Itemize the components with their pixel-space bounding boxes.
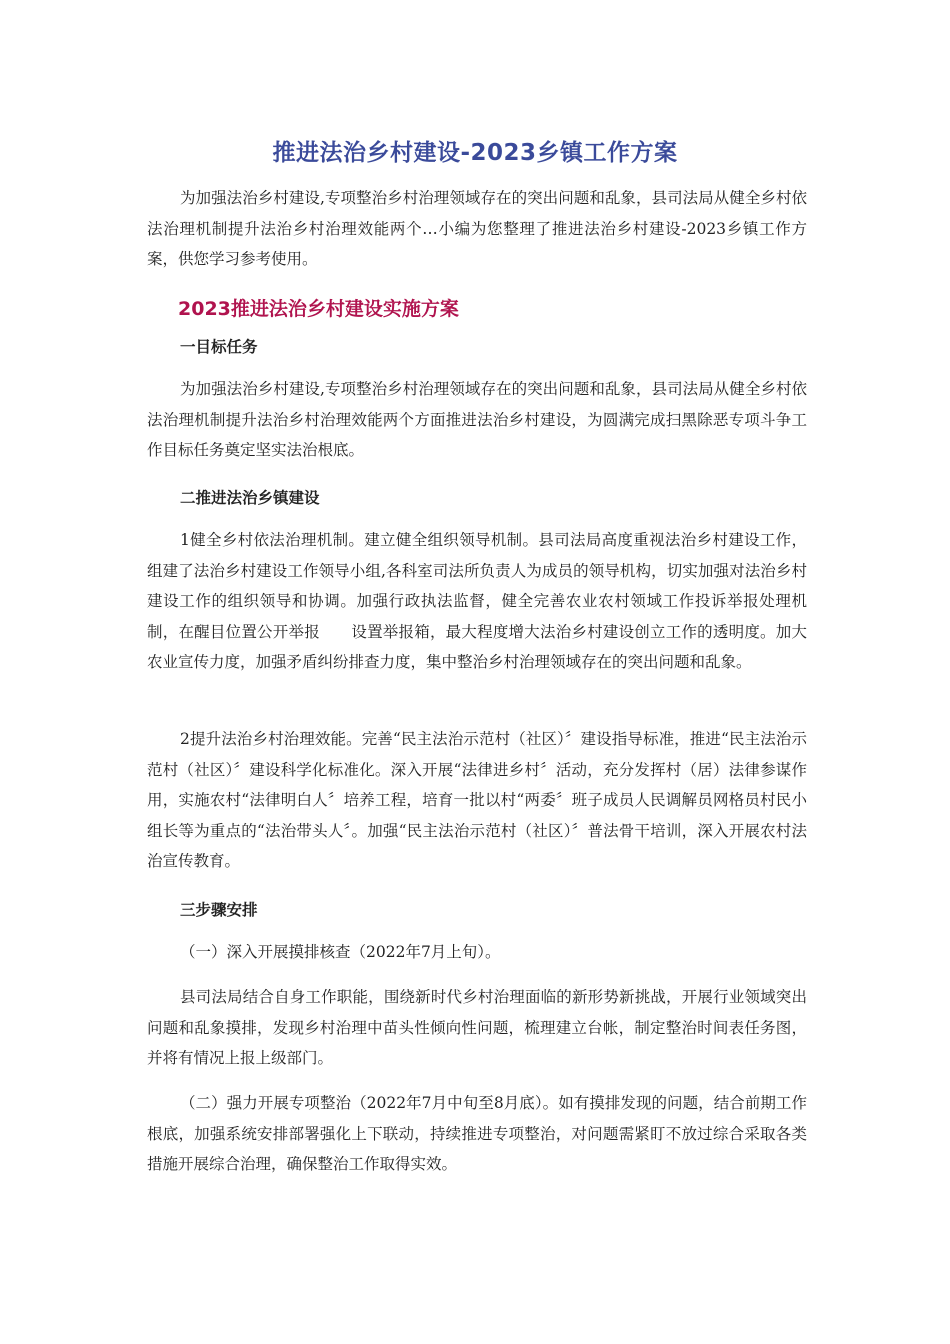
intro-paragraph: 为加强法治乡村建设,专项整治乡村治理领域存在的突出问题和乱象，县司法局从健全乡村依法治理机制提升法治乡村治理效能两个…小编为您整理了推进法治乡村建设-2023乡镇工作方案，供您学习参考使用。 [147,189,807,268]
construction-paragraph-2: 2提升法治乡村治理效能。完善“民主法治示范村（社区）〞建设指导标准，推进“民主法治示范村（社区）〞建设科学化标准化。深入开展“法律进乡村〞活动，充分发挥村（居）法律参谋作用，实施农村“法律明白人〞培养工程，培育一批以村“两委〞班子成员人民调解员网格员村民小组长等为重点的“法治带头人〞。加强“民主法治示范村（社区）〞普法骨干培训，深入开展农村法治宣传教育。 [147,730,807,870]
section-heading-goals: 一目标任务 [180,338,258,356]
plan-subtitle: 2023推进法治乡村建设实施方案 [178,298,459,320]
steps-paragraph-3: （二）强力开展专项整治（2022年7月中旬至8月底）。如有摸排发现的问题，结合前期工作根底，加强系统安排部署强化上下联动，持续推进专项整治，对问题需紧盯不放过综合采取各类措施开展综合治理，确保整治工作取得实效。 [147,1094,807,1173]
steps-paragraph-1: （一）深入开展摸排核查（2022年7月上旬）。 [180,943,501,961]
document-title: 推进法治乡村建设-2023乡镇工作方案 [272,140,678,166]
section-heading-construction: 二推进法治乡镇建设 [180,489,320,507]
construction-paragraph-1: 1健全乡村依法治理机制。建立健全组织领导机制。县司法局高度重视法治乡村建设工作，组建了法治乡村建设工作领导小组,各科室司法所负责人为成员的领导机构，切实加强对法治乡村建设工作的组织领导和协调。加强行政执法监督，健全完善农业农村领域工作投诉举报处理机制，在醒目位置公开举报 设置举报箱，最大程度增大法治乡村建设创立工作的透明度。加大农业宣传力度，加强矛盾纠纷排查力度，集中整治乡村治理领域存在的突出问题和乱象。 [147,531,807,671]
goals-paragraph: 为加强法治乡村建设,专项整治乡村治理领域存在的突出问题和乱象，县司法局从健全乡村依法治理机制提升法治乡村治理效能两个方面推进法治乡村建设，为圆满完成扫黑除恶专项斗争工作目标任务奠定坚实法治根底。 [147,380,807,459]
section-heading-steps: 三步骤安排 [180,901,258,919]
steps-paragraph-2: 县司法局结合自身工作职能，围绕新时代乡村治理面临的新形势新挑战，开展行业领域突出问题和乱象摸排，发现乡村治理中苗头性倾向性问题，梳理建立台帐，制定整治时间表任务图，并将有情况上报上级部门。 [147,988,807,1067]
